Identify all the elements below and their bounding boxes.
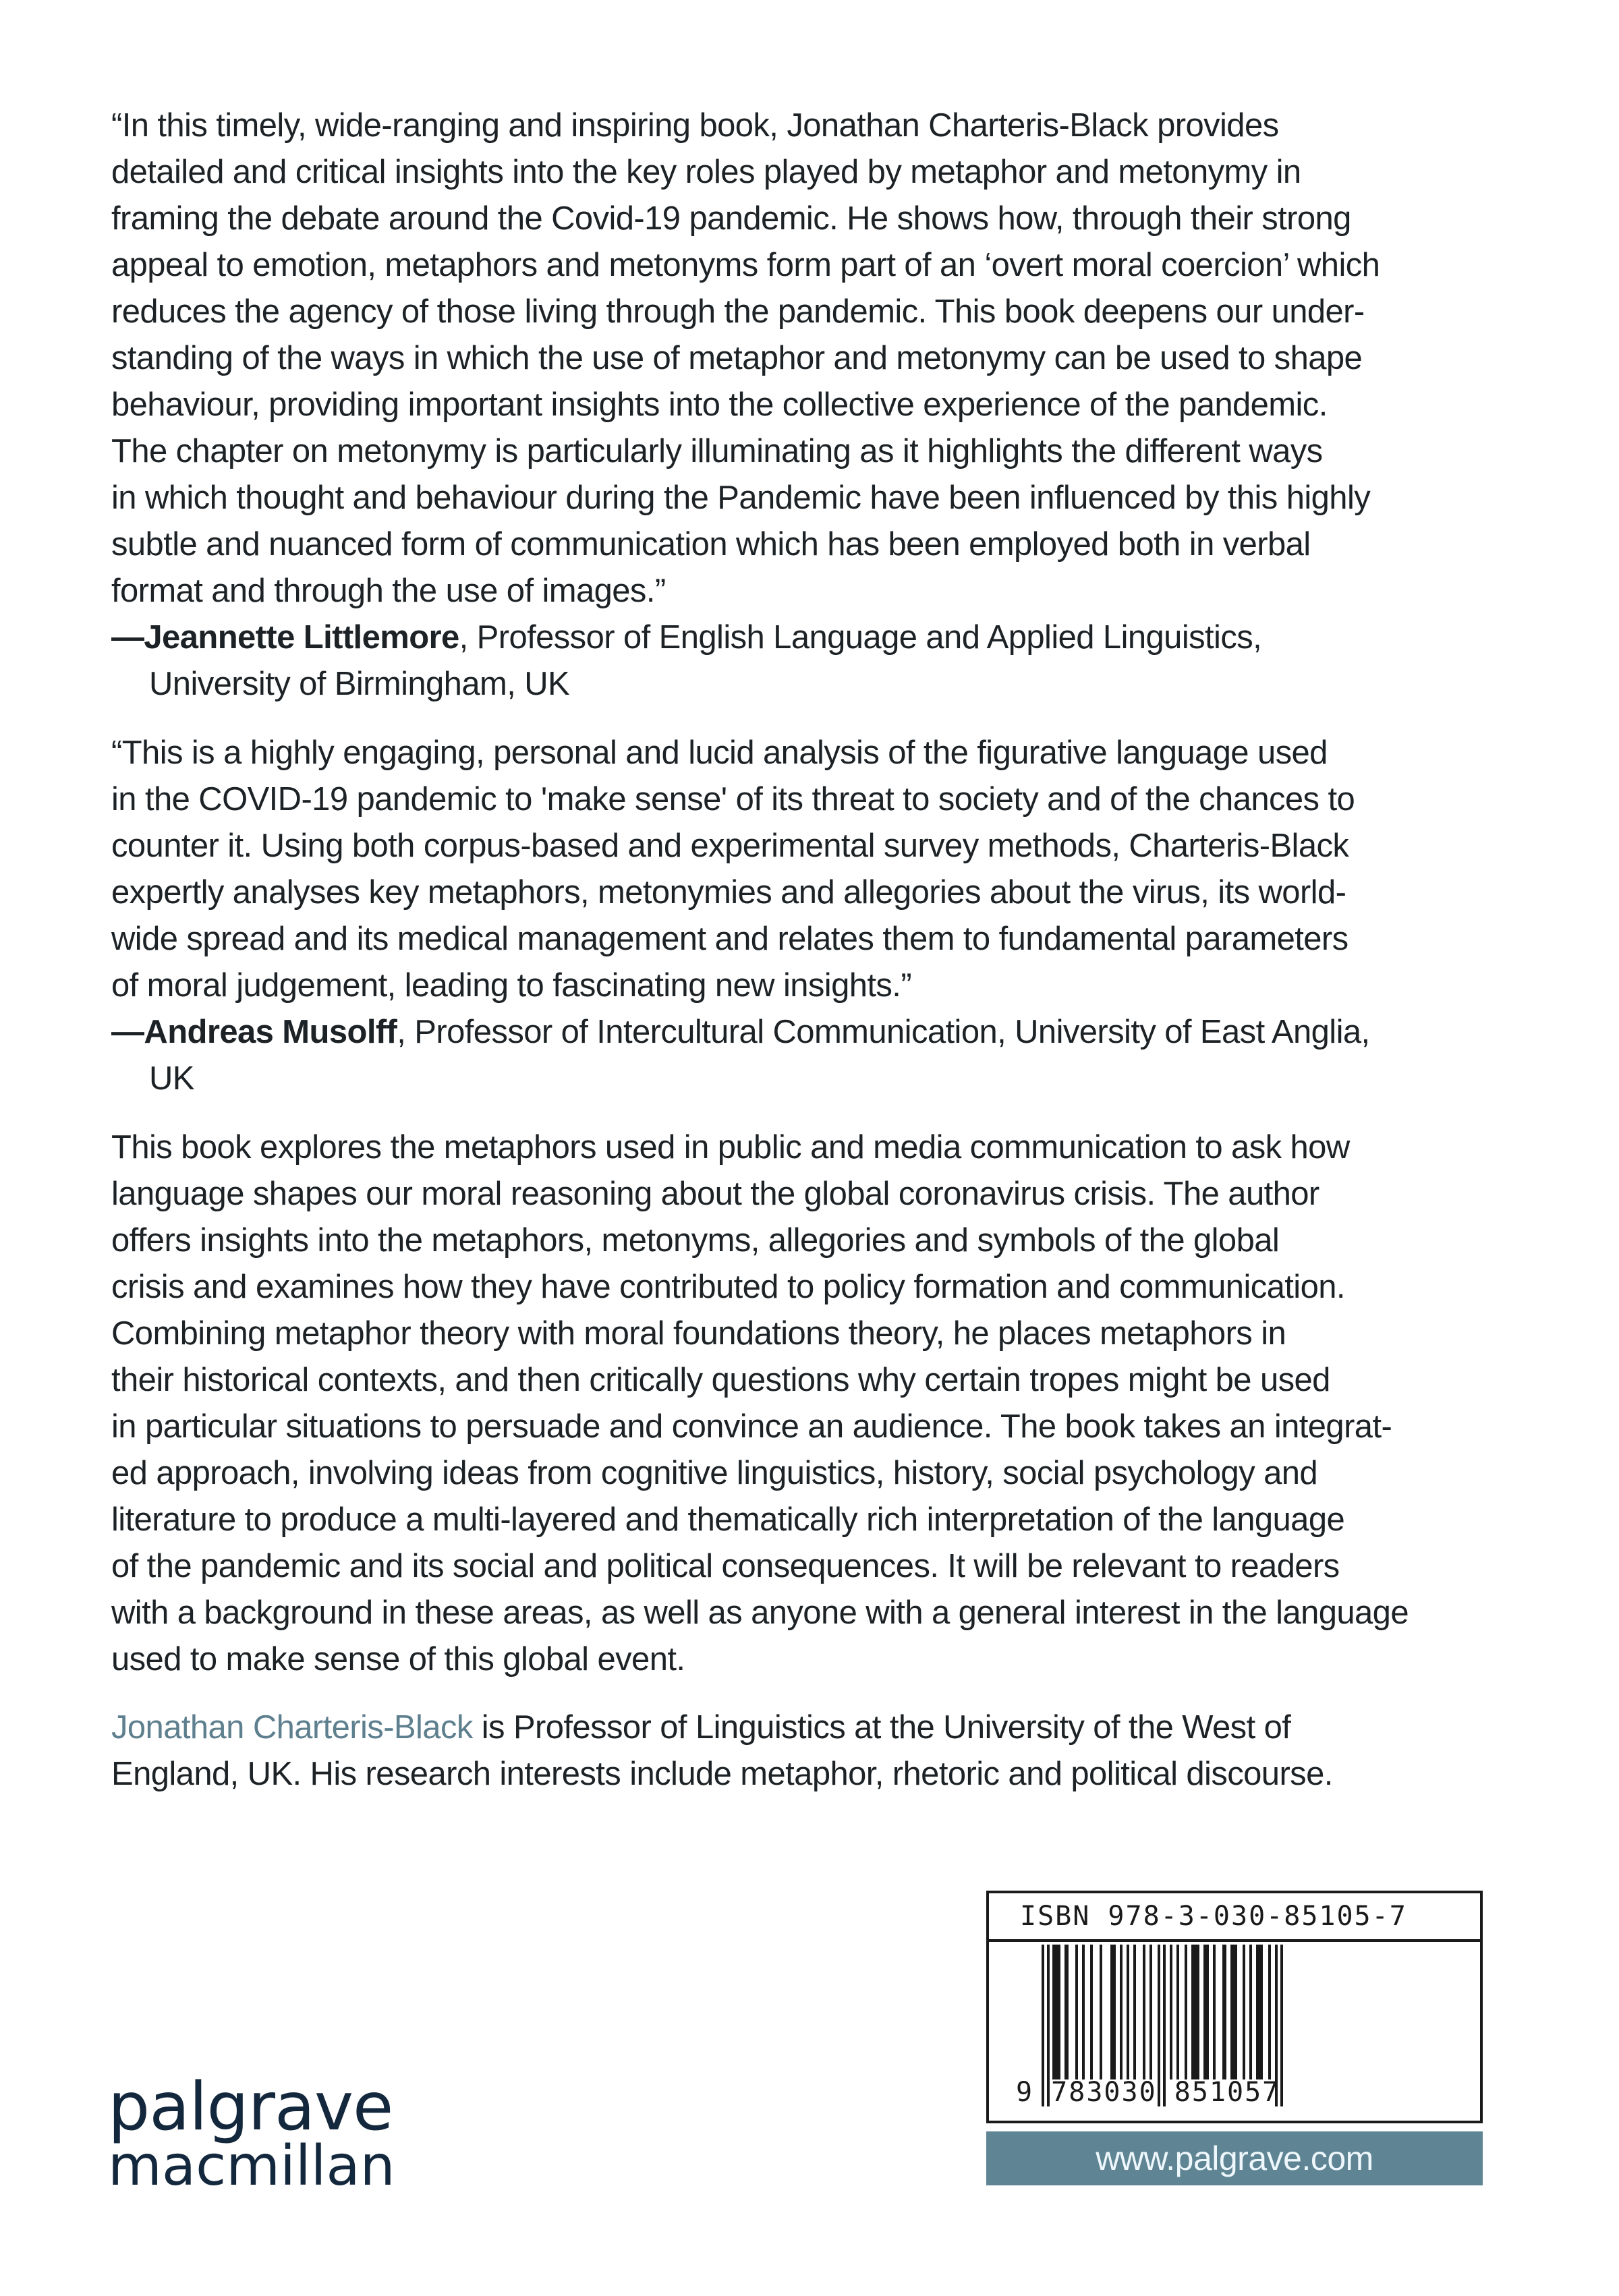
endorser-affiliation: , Professor of Intercultural Communication, University of East Anglia, [397, 1014, 1370, 1050]
quote-line: standing of the ways in which the use of metaphor and metonymy can be used to shape [111, 340, 1363, 376]
endorser-affiliation-cont: UK [149, 1060, 194, 1097]
quote-line: subtle and nuanced form of communication which has been employed both in verbal [111, 526, 1311, 563]
description-line: This book explores the metaphors used in public and media communication to ask how [111, 1129, 1350, 1166]
endorser-name: Andreas Musolff [144, 1014, 397, 1050]
author-bio [111, 1704, 1535, 1798]
quote-line: wide spread and its medical management and relates them to fundamental parameters [111, 921, 1348, 957]
barcode-digits: 9 783030 851057 [1016, 2077, 1280, 2108]
quote-line: in which thought and behaviour during the Pandemic have been influenced by this highly [111, 480, 1371, 516]
description-line: ed approach, involving ideas from cognitive linguistics, history, social psychology and [111, 1455, 1318, 1491]
description-line: used to make sense of this global event. [111, 1641, 685, 1677]
bio-text: is Professor of Linguistics at the University of the West of [472, 1709, 1291, 1746]
publisher-logo [108, 2069, 395, 2198]
quote-line: detailed and critical insights into the key roles played by metaphor and metonymy in [111, 154, 1301, 190]
quote-line: expertly analyses key metaphors, metonymies and allegories about the virus, its world- [111, 874, 1346, 911]
logo-palgrave: palgrave [108, 2069, 393, 2146]
endorsement-quote-littlemore [111, 103, 1535, 708]
quote-line: appeal to emotion, metaphors and metonyms form part of an ‘overt moral coercion’ which [111, 247, 1380, 283]
endorser-attribution [111, 614, 1535, 661]
quote-line: framing the debate around the Covid-19 pandemic. He shows how, through their strong [111, 200, 1351, 237]
description-line: crisis and examines how they have contributed to policy formation and communication. [111, 1269, 1345, 1305]
quote-line: “In this timely, wide-ranging and inspiring book, Jonathan Charteris-Black provides [111, 107, 1279, 144]
publisher-website[interactable]: www.palgrave.com [986, 2131, 1483, 2185]
description-line: offers insights into the metaphors, metonyms, allegories and symbols of the global [111, 1222, 1280, 1259]
quote-line: reduces the agency of those living through the pandemic. This book deepens our under- [111, 293, 1365, 330]
description-line: with a background in these areas, as well as anyone with a general interest in the language [111, 1595, 1409, 1631]
bio-line: England, UK. His research interests include metaphor, rhetoric and political discourse. [111, 1756, 1333, 1792]
isbn-label: ISBN 978-3-030-85105-7 [989, 1893, 1480, 1942]
endorsement-quote-musolff [111, 730, 1535, 1102]
description-line: of the pandemic and its social and political consequences. It will be relevant to readers [111, 1548, 1340, 1584]
author-name: Jonathan Charteris-Black [111, 1709, 473, 1746]
quote-line: format and through the use of images.” [111, 573, 666, 609]
attribution-dash: — [111, 1014, 144, 1050]
endorser-name: Jeannette Littlemore [144, 619, 459, 656]
book-description [111, 1124, 1535, 1683]
quote-line: of moral judgement, leading to fascinating new insights.” [111, 967, 912, 1004]
isbn-barcode-box [986, 1891, 1483, 2123]
quote-line: “This is a highly engaging, personal and lucid analysis of the figurative language used [111, 735, 1328, 771]
quote-line: The chapter on metonymy is particularly illuminating as it highlights the different ways [111, 433, 1323, 469]
description-line: literature to produce a multi-layered and thematically rich interpretation of the language [111, 1501, 1345, 1538]
attribution-dash: — [111, 619, 144, 656]
quote-line: in the COVID-19 pandemic to 'make sense' of its threat to society and of the chances to [111, 781, 1355, 817]
description-line: in particular situations to persuade and convince an audience. The book takes an integrat- [111, 1408, 1392, 1445]
description-line: their historical contexts, and then critically questions why certain tropes might be used [111, 1362, 1330, 1398]
quote-line: behaviour, providing important insights into the collective experience of the pandemic. [111, 386, 1328, 423]
description-line: Combining metaphor theory with moral foundations theory, he places metaphors in [111, 1315, 1286, 1352]
endorser-affiliation: , Professor of English Language and Applied Linguistics, [459, 619, 1262, 656]
endorser-attribution [111, 1009, 1535, 1056]
quote-line: counter it. Using both corpus-based and experimental survey methods, Charteris-Black [111, 828, 1349, 864]
bio-line [111, 1704, 1535, 1751]
description-line: language shapes our moral reasoning about the global coronavirus crisis. The author [111, 1176, 1319, 1212]
endorser-affiliation-cont: University of Birmingham, UK [149, 666, 570, 702]
logo-macmillan: macmillan [108, 2134, 395, 2198]
